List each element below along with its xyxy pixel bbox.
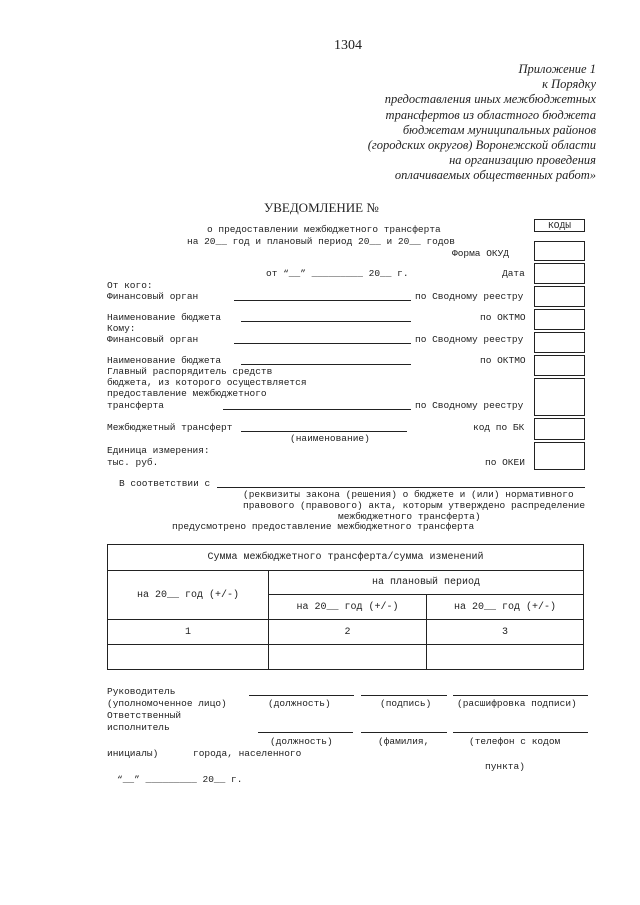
- value-cell-plan-2[interactable]: [427, 645, 584, 670]
- requisites-line: межбюджетного трансферта): [338, 511, 481, 522]
- appendix-line: предоставления иных межбюджетных: [384, 92, 596, 107]
- by-bk-label: код по БК: [473, 422, 525, 433]
- plan-year-2-header: на 20__ год (+/-): [427, 595, 584, 620]
- appendix-block: [368, 62, 596, 184]
- code-cell-bk: [534, 418, 585, 440]
- gr-line: Главный распорядитель средств: [107, 366, 273, 377]
- value-cell-plan-1[interactable]: [269, 645, 427, 670]
- by-registry-label: по Сводному реестру: [415, 291, 524, 302]
- fin-organ-label: Финансовый орган: [107, 291, 199, 302]
- code-cell-registry-3: [534, 378, 585, 416]
- head-label: Руководитель: [107, 686, 176, 697]
- code-cell-okud: [534, 241, 585, 261]
- naming-caption: (наименование): [290, 433, 370, 444]
- by-registry-label: по Сводному реестру: [415, 400, 524, 411]
- appendix-line: на организацию проведения: [449, 153, 596, 168]
- transfer-label: Межбюджетный трансферт: [107, 422, 233, 433]
- fin-organ-line[interactable]: [234, 300, 411, 301]
- appendix-line: оплачиваемых общественных работ»: [394, 168, 596, 183]
- budget-name-line-2[interactable]: [241, 364, 411, 365]
- position-caption: (должность): [268, 698, 331, 709]
- unit-label: Единица измерения:: [107, 445, 210, 456]
- unit-value: тыс. руб.: [107, 457, 159, 468]
- position-caption: (должность): [270, 736, 333, 747]
- plan-period-header: на плановый период: [269, 571, 584, 595]
- end-date-line: “__” _________ 20__ г.: [117, 774, 243, 785]
- city-caption: города, населенного: [193, 748, 302, 759]
- code-cell-registry-1: [534, 286, 585, 307]
- sum-table: [107, 544, 584, 670]
- by-oktmo-label: по ОКТМО: [480, 312, 526, 323]
- budget-name-label: Наименование бюджета: [107, 355, 222, 366]
- gr-line: трансферта: [107, 400, 165, 411]
- column-number: 3: [427, 620, 584, 645]
- fin-organ-line-2[interactable]: [234, 343, 411, 344]
- appendix-line: к Порядку: [542, 77, 596, 92]
- year-column-header: на 20__ год (+/-): [108, 571, 269, 620]
- value-cell-year[interactable]: [108, 645, 269, 670]
- by-okei-label: по ОКЕИ: [485, 457, 525, 468]
- date-line: от “__” _________ 20__ г.: [266, 268, 409, 279]
- executor-position-line[interactable]: [258, 732, 353, 733]
- appendix-line: (городских округов) Воронежской области: [367, 138, 596, 153]
- requisites-line: правового (правового) акта, которым утверждено распределение: [243, 500, 586, 511]
- subtitle-2: на 20__ год и плановый период 20__ и 20__ годов: [187, 236, 455, 247]
- fin-organ-label: Финансовый орган: [107, 334, 199, 345]
- okud-label: Форма ОКУД: [452, 248, 510, 259]
- transfer-line[interactable]: [241, 431, 407, 432]
- budget-name-label: Наименование бюджета: [107, 312, 222, 323]
- authorized-label: (уполномоченное лицо): [107, 698, 227, 709]
- code-cell-date: [534, 263, 585, 284]
- budget-name-line[interactable]: [241, 321, 411, 322]
- code-cell-oktmo-2: [534, 355, 585, 376]
- plan-year-1-header: на 20__ год (+/-): [269, 595, 427, 620]
- appendix-line: трансфертов из областного бюджета: [385, 107, 596, 122]
- accordance-label: В соответствии с: [119, 478, 211, 489]
- head-signature-line[interactable]: [361, 695, 447, 696]
- table-header: Сумма межбюджетного трансферта/сумма изменений: [108, 545, 584, 571]
- signature-caption: (подпись): [380, 698, 432, 709]
- code-cell-registry-2: [534, 332, 585, 353]
- gr-name-line[interactable]: [223, 409, 411, 410]
- initials-caption: инициалы): [107, 748, 159, 759]
- executor-surname-line[interactable]: [361, 732, 447, 733]
- date-label: Дата: [502, 268, 525, 279]
- gr-line: бюджета, из которого осуществляется: [107, 377, 307, 388]
- gr-line: предоставление межбюджетного: [107, 388, 267, 399]
- provided-text: предусмотрено предоставление межбюджетного трансферта: [172, 521, 475, 532]
- codes-header: КОДЫ: [534, 219, 585, 232]
- column-number: 2: [269, 620, 427, 645]
- by-oktmo-label: по ОКТМО: [480, 355, 526, 366]
- executor-phone-line[interactable]: [453, 732, 588, 733]
- decoding-caption: (расшифровка подписи): [457, 698, 577, 709]
- by-registry-label: по Сводному реестру: [415, 334, 524, 345]
- document-title: УВЕДОМЛЕНИЕ №: [264, 200, 379, 215]
- responsible-label: Ответственный: [107, 710, 182, 721]
- from-label: От кого:: [107, 280, 153, 291]
- head-decoding-line[interactable]: [453, 695, 588, 696]
- code-cell-oktmo-1: [534, 309, 585, 330]
- subtitle-1: о предоставлении межбюджетного трансферта: [207, 224, 441, 235]
- surname-caption: (фамилия,: [378, 736, 430, 747]
- to-label: Кому:: [107, 323, 136, 334]
- column-number: 1: [108, 620, 269, 645]
- page-number: 1304: [334, 38, 362, 53]
- punkt-caption: пункта): [485, 761, 525, 772]
- head-position-line[interactable]: [249, 695, 354, 696]
- appendix-line: Приложение 1: [518, 62, 596, 76]
- phone-caption: (телефон с кодом: [469, 736, 561, 747]
- accordance-line[interactable]: [217, 487, 585, 488]
- code-cell-okei: [534, 442, 585, 470]
- appendix-line: бюджетам муниципальных районов: [402, 122, 596, 137]
- requisites-line: (реквизиты закона (решения) о бюджете и (или) нормативного: [243, 489, 574, 500]
- executor-label: исполнитель: [107, 722, 170, 733]
